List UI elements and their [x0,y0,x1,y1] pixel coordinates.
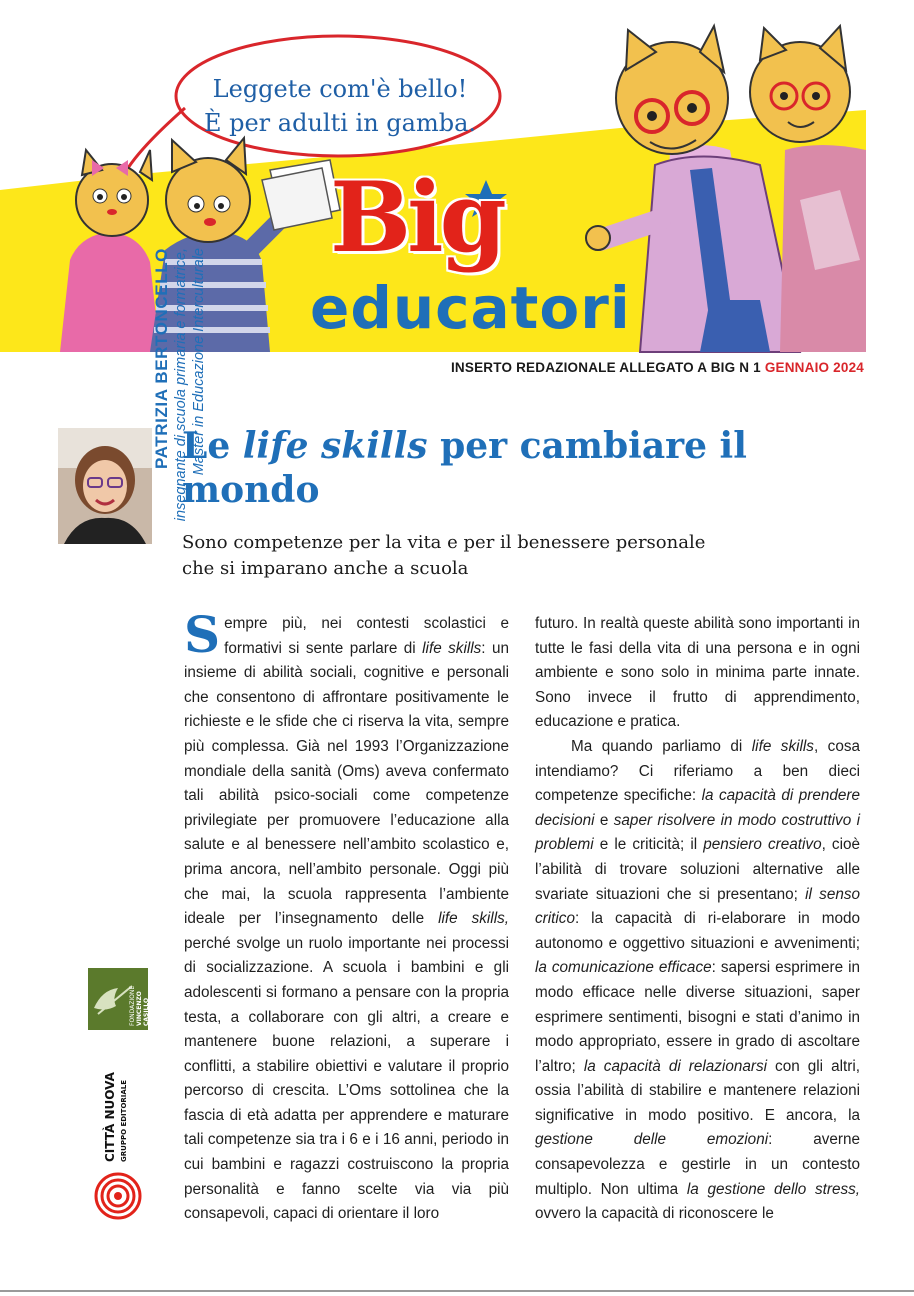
paragraph-3 [535,735,860,1227]
fondazione-casillo-logo [88,968,148,1030]
paragraph-1 [184,605,510,1227]
svg-text:CASILLO: CASILLO [143,997,150,1026]
p3-text-g: : sapersi esprimere in modo efficace nelle diverse situazioni, saper esprimere sentimenti, bisogni e stati d’animo in modo appropriato, essere in grado di ascoltare l’altro; [535,959,860,1075]
article-column-2 [535,612,860,1227]
p1-text-a: empre più, nei contesti scolastici e formativi si sente parlare di [224,615,509,657]
svg-text:GRUPPO EDITORIALE: GRUPPO EDITORIALE [120,1079,128,1162]
p3-text-f: : la capacità di ri-elaborare in modo autonomo e oggettivo situazioni e avvenimenti; [535,910,860,952]
p3-text-i: : averne consapevolezza e gestirle in un contesto multiplo. Non ultima [535,1131,860,1198]
author-photo [58,428,152,544]
p1-text-c: perché svolge un ruolo importante nei processi di socializzazione. A scuola i bambini e gli adolescenti si formano a pensare con la propria testa, a collaborare con gli altri, a creare e mantenere buone relazioni, a superare i conflitti, a stabilire obiettivi e valutare il proprio percorso di crescita. L’Oms sottolinea che la fascia di età adatta per apprendere e maturare tali competenze sia tra i 6 e i 16 anni, periodo in cui bambini e ragazzi costruiscono la propria personalità e fanno scelte via via più consapevoli, capaci di orientare il loro [184,934,509,1223]
insert-prefix: INSERTO REDAZIONALE ALLEGATO A BIG N 1 [450,360,761,375]
p3-text-c: e [594,811,614,829]
p3-em-7: la capacità di relazionarsi [583,1057,767,1075]
insert-date: GENNAIO 2024 [764,360,864,375]
citta-nuova-emblem-icon [96,1174,140,1218]
title-part-1: Le [182,425,243,467]
p3-em-8: gestione delle emozioni [535,1131,769,1149]
papers [262,160,340,230]
p3-text-j: ovvero la capacità di riconoscere le [535,1205,774,1223]
bubble-line-2: È per adulti in gamba. [203,109,477,137]
title-part-2: per cambiare il mondo [182,425,747,511]
subtitle-line-2: che si imparano anche a scuola [182,558,469,579]
article-subtitle [182,530,802,582]
p3-em-9: la gestione dello stress, [686,1180,860,1198]
author-role-line-1: insegnante di scuola primaria e formatrice, [173,248,189,522]
author-name: PATRIZIA BERTONCELLO [152,248,171,470]
article-title [182,424,822,512]
p3-em-5: il senso critico [535,885,860,928]
paragraph-2: futuro. In realtà queste abilità sono importanti in tutte le fasi della vita di una persona e in ogni ambiente e sono solo in minima parte innate. Sono invece il frutto di apprendimento, educazione e pratica. [535,615,860,731]
p3-em-2: la capacità di prendere decisioni [535,787,860,829]
p3-em-4: pensiero creativo [703,836,822,854]
p3-em-6: la comunicazione efficace [535,959,712,977]
p3-text-h: con gli altri, ossia l’abilità di stabilire e mantenere relazioni significative in modo positivo. E ancora, la [535,1057,860,1124]
p3-text-d: e le criticità; il [593,836,704,854]
bubble-line-1: Leggete com'è bello! [212,75,468,103]
drop-cap: S [184,605,221,664]
header-banner [0,0,914,352]
bottom-rule [0,1290,914,1292]
p1-em-1: life skills [422,639,482,657]
p1-text-b: : un insieme di abilità sociali, cognitive e personali che consentono di affrontare positivamente le richieste e le sfide che ci riserva la vita, sempre più complessa. Già nel 1993 l’Organizzazione mondiale della sanità (Oms) aveva confermato tali abilità psico-sociali come competenze privilegiate per promuovere l’educazione alla salute e al benessere nell’ambito scolastico e, prima ancora, nell’ambito personale. Oggi più che mai, la scuola rappresenta l’ambiente ideale per l’insegnamento delle [184,639,510,928]
article-column-1 [184,605,510,1227]
p3-text-b: , cosa intendiamo? Ci riferiamo a ben dieci competenze specifiche: [535,737,860,805]
fondazione-text: FONDAZIONE [129,985,136,1026]
citta-nuova-text: CITTÀ NUOVA [103,1072,117,1162]
p3-em-3: saper risolvere in modo costruttivo i problemi [535,811,860,854]
title-emphasis: life skills [242,425,428,467]
svg-text:VINCENZO: VINCENZO [136,991,143,1026]
insert-line [451,360,864,375]
subtitle-line-1: Sono competenze per la vita e per il benessere personale [182,532,706,553]
citta-nuova-logo [94,1072,154,1222]
p3-em-1: life skills [751,737,814,755]
author-role-line-2: Master in Educazione Interculturale [191,248,207,476]
educatori-logo: educatori [310,274,631,342]
p1-em-2: life skills, [438,910,509,928]
p3-text-e: , cioè l’abilità di trovare soluzioni alternative alle svariate situazioni che si presentano; [535,836,860,903]
speech-bubble-text [190,72,490,140]
p3-text-a: Ma quando parliamo di [571,737,752,755]
big-logo: Big [330,161,503,274]
